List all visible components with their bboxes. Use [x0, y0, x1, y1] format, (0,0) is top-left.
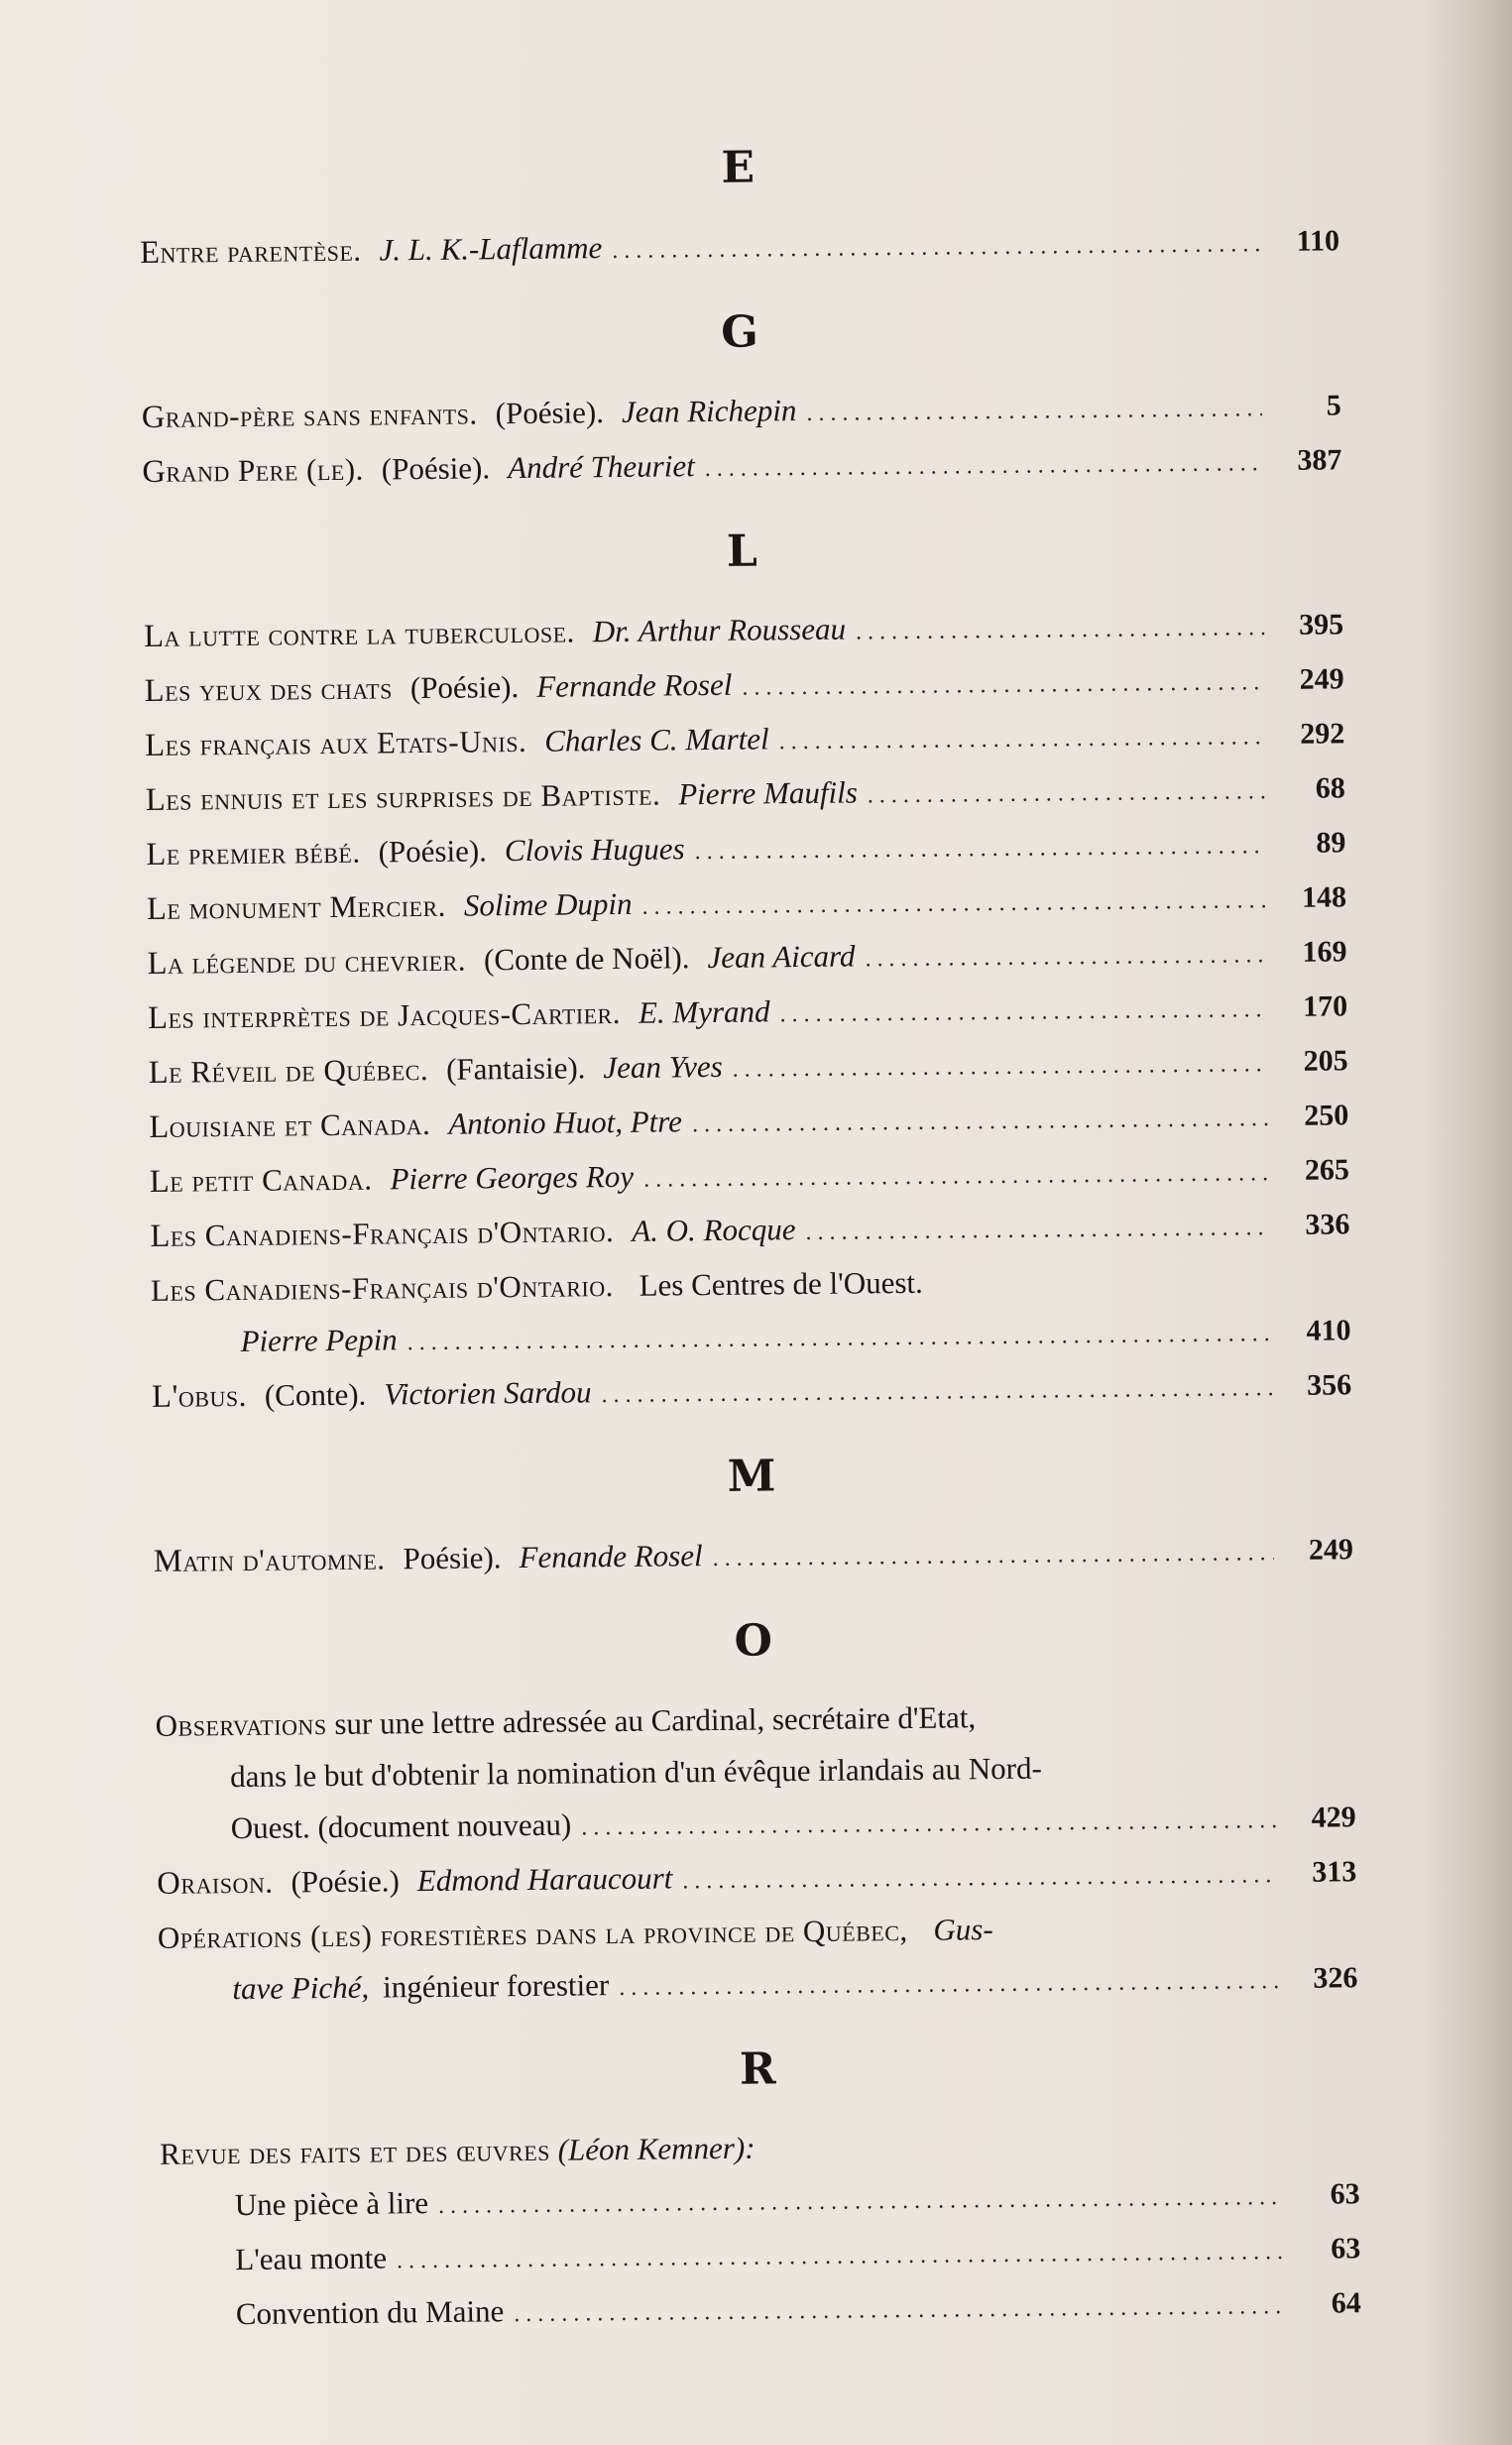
dot-leader	[514, 2280, 1282, 2340]
entry-genre: (Poésie).	[381, 450, 491, 487]
dot-leader	[742, 656, 1265, 714]
entry-title: Opérations (les) forestières dans la province de Québec,	[157, 1912, 908, 1955]
entry-author: André Theuriet	[507, 448, 695, 486]
index-entry	[140, 214, 1340, 282]
dot-leader	[692, 1093, 1270, 1150]
page-number: 265	[1304, 1153, 1350, 1187]
index-entry	[154, 1523, 1354, 1590]
entry-title: Les interprètes de Jacques-Cartier.	[147, 994, 622, 1036]
entry-author: Edmond Haraucourt	[416, 1860, 673, 1899]
entry-title: Le Réveil de Québec.	[148, 1051, 429, 1091]
section-letter-m: M	[727, 1451, 778, 1502]
page-number: 64	[1331, 2286, 1361, 2320]
entry-title: Louisiane et Canada.	[149, 1106, 431, 1145]
entry-title: Observations	[155, 1706, 327, 1743]
entry-genre: (Poésie).	[495, 395, 605, 431]
dot-leader	[397, 2226, 1282, 2286]
dot-leader	[438, 2171, 1281, 2232]
section-letter-o: O	[734, 1615, 775, 1667]
index-subentry	[162, 2276, 1362, 2344]
section-letter-e: E	[721, 142, 757, 193]
entry-author: Jean Richepin	[621, 393, 797, 429]
page-number: 89	[1316, 826, 1346, 860]
page-number: 326	[1313, 1961, 1358, 1995]
page-number: 249	[1308, 1533, 1354, 1567]
entry-description: ingénieur forestier	[382, 1967, 610, 2005]
subentry-title: Une pièce à lire	[234, 2185, 429, 2223]
dot-leader	[712, 1527, 1274, 1584]
entry-author: Gus-	[933, 1912, 993, 1947]
entry-author: Antonio Huot, Ptre	[448, 1104, 683, 1141]
table-of-contents	[139, 136, 1361, 2344]
entry-title: Les Canadiens-Français d'Ontario.	[150, 1268, 615, 1308]
entry-author: Fenande Rosel	[519, 1538, 703, 1575]
page-number: 148	[1301, 880, 1347, 914]
page-number: 410	[1306, 1314, 1351, 1347]
dot-leader	[641, 874, 1267, 933]
entry-author: (Léon Kemner):	[557, 2130, 756, 2167]
page-number: 110	[1296, 224, 1340, 258]
section-letter-r: R	[739, 2043, 778, 2095]
entry-title: Le monument Mercier.	[146, 887, 447, 927]
dot-leader	[856, 602, 1265, 657]
entry-title: Grand Pere (le).	[142, 451, 365, 490]
page-number: 205	[1303, 1044, 1348, 1078]
page-number: 336	[1305, 1208, 1350, 1241]
dot-leader	[694, 820, 1266, 877]
entry-author: Solime Dupin	[463, 885, 633, 923]
page-number: 68	[1315, 771, 1345, 805]
entry-title: Les Canadiens-Français d'Ontario.	[150, 1214, 615, 1254]
index-entry-continuation: dans le but d'obtenir la nomination d'un évêque irlandais au Nord-	[230, 1750, 1043, 1795]
entry-title: Oraison.	[157, 1864, 274, 1902]
page-number: 387	[1297, 443, 1342, 477]
page-number: 250	[1304, 1099, 1349, 1132]
dot-leader	[865, 929, 1268, 985]
page-number: 5	[1326, 389, 1341, 422]
index-entry-continuation	[158, 1951, 1358, 2019]
dot-leader	[407, 1308, 1271, 1368]
dot-leader	[778, 711, 1265, 767]
entry-author: E. Myrand	[638, 993, 770, 1030]
dot-leader	[601, 1362, 1272, 1421]
section-letter-l: L	[726, 525, 760, 577]
page-number: 63	[1331, 2232, 1361, 2266]
entry-title: La légende du chevrier.	[147, 942, 467, 982]
page-number: 313	[1312, 1855, 1357, 1889]
entry-author: Pierre Pepin	[240, 1322, 398, 1358]
entry-title: Revue des faits et des œuvres	[159, 2132, 551, 2171]
index-entry	[142, 433, 1342, 501]
dot-leader	[612, 218, 1260, 277]
subentry-title: Convention du Maine	[235, 2293, 505, 2332]
entry-genre: (Fantaisie).	[445, 1050, 586, 1087]
entry-author: tave Piché,	[232, 1969, 370, 2007]
entry-genre: (Conte).	[264, 1376, 367, 1413]
entry-title: L'obus.	[151, 1377, 248, 1415]
entry-genre: Poésie).	[403, 1540, 502, 1576]
subentry-title: L'eau monte	[235, 2240, 388, 2277]
entry-title: Les ennuis et les surprises de Baptiste.	[145, 776, 661, 818]
dot-leader	[806, 383, 1262, 439]
dot-leader	[805, 1202, 1270, 1258]
entry-subtitle: Les Centres de l'Ouest.	[639, 1264, 924, 1303]
entry-title: Le premier bébé.	[146, 834, 361, 873]
entry-genre: (Poésie).	[378, 833, 488, 870]
entry-author: Fernande Rosel	[536, 666, 733, 704]
entry-title: Entre parentèse.	[139, 232, 362, 271]
entry-title: Les français aux Etats-Unis.	[145, 723, 527, 763]
entry-genre: (Conte de Noël).	[483, 940, 690, 978]
entry-title: Le petit Canada.	[149, 1161, 373, 1200]
entry-author: A. O. Rocque	[632, 1212, 796, 1248]
page-number: 395	[1298, 608, 1344, 641]
page-number: 356	[1306, 1368, 1352, 1402]
dot-leader	[779, 984, 1268, 1040]
entry-description: Ouest. (document nouveau)	[230, 1806, 572, 1846]
entry-title: Grand-père sans enfants.	[141, 396, 478, 435]
index-entry	[152, 1358, 1352, 1426]
page-number: 249	[1299, 662, 1344, 696]
entry-author: Pierre Georges Roy	[390, 1158, 635, 1197]
entry-author: Clovis Hugues	[504, 831, 685, 869]
dot-leader	[581, 1795, 1277, 1853]
entry-author: Dr. Arthur Rousseau	[592, 611, 847, 649]
entry-author: Victorien Sardou	[384, 1374, 592, 1412]
entry-title: La lutte contre la tuberculose.	[143, 614, 575, 654]
entry-genre: (Poésie).	[409, 669, 520, 706]
entry-author: J. L. K.-Laflamme	[379, 230, 603, 268]
entry-description: sur une lettre adressée au Cardinal, secrétaire d'Etat,	[334, 1699, 977, 1742]
dot-leader	[704, 437, 1262, 495]
dot-leader	[732, 1038, 1269, 1096]
dot-leader	[682, 1849, 1278, 1907]
page-number: 429	[1311, 1801, 1356, 1834]
entry-author: Jean Yves	[603, 1048, 723, 1086]
entry-title: Matin d'automne.	[153, 1541, 386, 1579]
page-number: 63	[1330, 2177, 1360, 2211]
page-number: 169	[1302, 935, 1347, 969]
entry-author: Pierre Maufils	[678, 774, 858, 812]
dot-leader	[643, 1147, 1270, 1206]
page-number: 170	[1302, 990, 1348, 1023]
dot-leader	[619, 1955, 1279, 2014]
entry-author: Charles C. Martel	[544, 721, 769, 758]
entry-title: Les yeux des chats	[144, 670, 394, 709]
entry-author: Jean Aicard	[707, 938, 856, 976]
page-number: 292	[1300, 717, 1345, 751]
entry-genre: (Poésie.)	[291, 1863, 401, 1900]
section-letter-g: G	[720, 306, 761, 358]
dot-leader	[868, 765, 1267, 821]
